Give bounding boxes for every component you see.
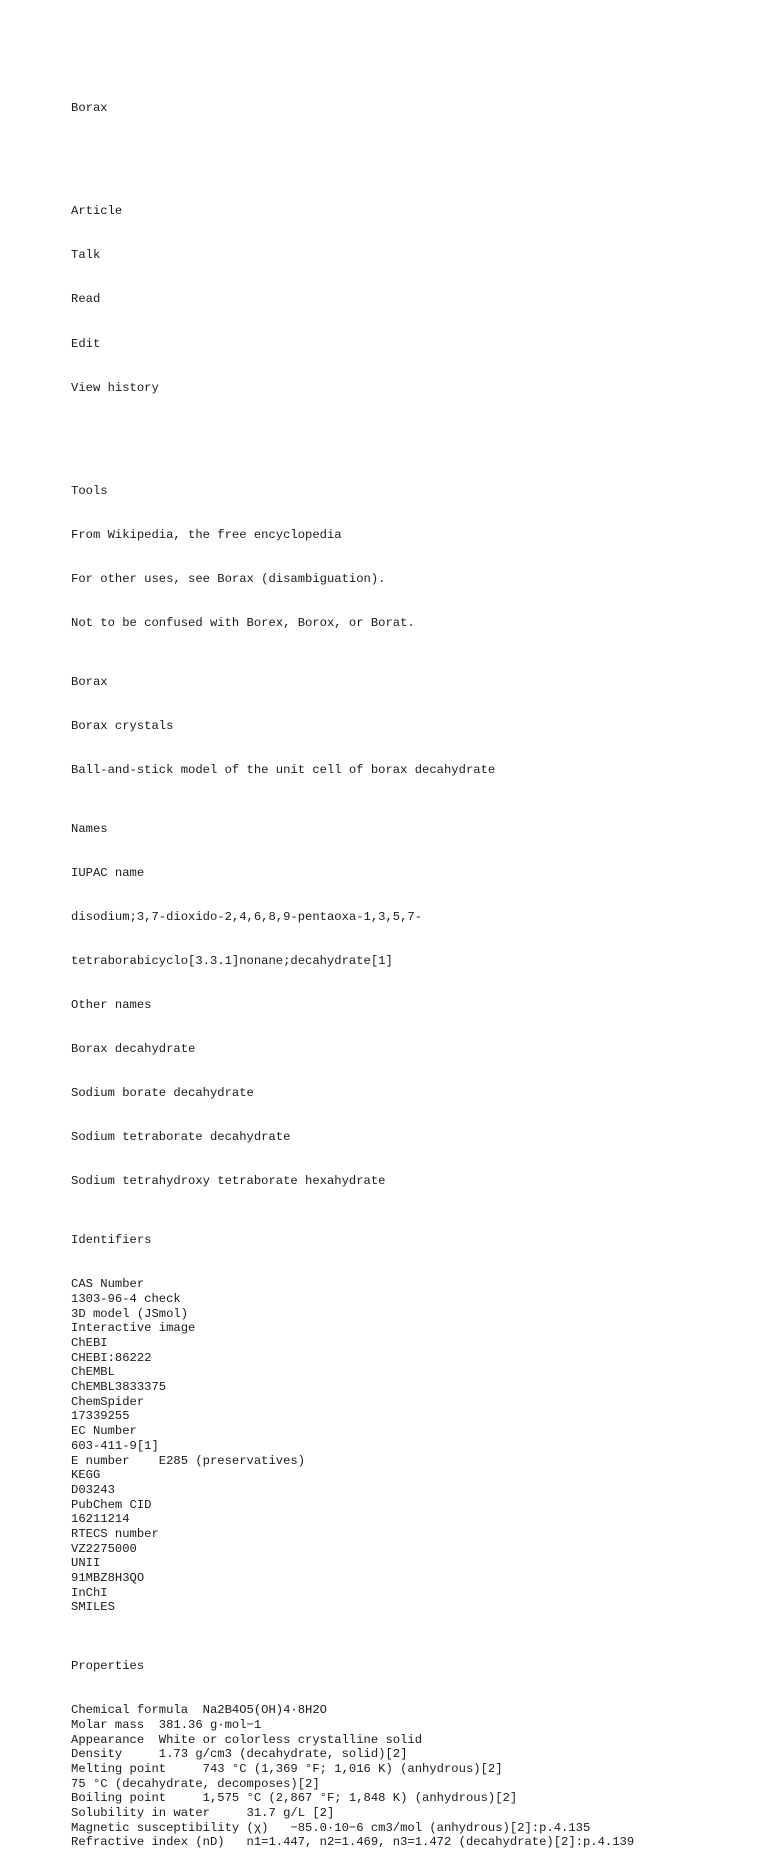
identifier-line: 91MBZ8H3QO <box>71 1571 145 1586</box>
property-line: Solubility in water 31.7 g/L [2] <box>71 1806 335 1821</box>
tools-menu[interactable]: Tools <box>71 483 108 498</box>
action-view-history[interactable]: View history <box>71 380 159 395</box>
identifier-line: 17339255 <box>71 1409 130 1424</box>
tab-talk[interactable]: Talk <box>71 248 101 263</box>
identifier-line: 16211214 <box>71 1512 130 1527</box>
image-caption: Borax crystals <box>71 718 174 733</box>
identifier-line: 603-411-9[1] <box>71 1438 159 1453</box>
other-names-label: Other names <box>71 998 152 1012</box>
identifier-line: 1303-96-4 check <box>71 1291 181 1306</box>
identifier-line: Interactive image <box>71 1321 196 1336</box>
other-name: Sodium borate decahydrate <box>71 1086 254 1101</box>
identifier-line: KEGG <box>71 1468 101 1483</box>
action-read[interactable]: Read <box>71 292 101 307</box>
spacer <box>71 146 761 161</box>
property-line: Melting point 743 °C (1,369 °F; 1,016 K) (anhydrous)[2] <box>71 1762 503 1777</box>
tab-article[interactable]: Article <box>71 204 123 219</box>
property-line: Refractive index (nD) n1=1.447, n2=1.469, n3=1.472 (decahydrate)[2]:p.4.139 <box>71 1835 635 1850</box>
property-line: Magnetic susceptibility (χ) −85.0·10−6 cm3/mol (anhydrous)[2]:p.4.135 <box>71 1820 591 1835</box>
identifier-line: CHEBI:86222 <box>71 1350 152 1365</box>
identifier-line: 3D model (JSmol) <box>71 1306 189 1321</box>
property-line: Appearance White or colorless crystalline solid <box>71 1732 423 1747</box>
identifier-line: RTECS number <box>71 1526 159 1541</box>
identifier-line: D03243 <box>71 1482 115 1497</box>
identifier-line: InChI <box>71 1585 108 1600</box>
other-name: Sodium tetraborate decahydrate <box>71 1130 291 1145</box>
infobox-title: Borax <box>71 674 108 689</box>
spacer <box>71 425 761 440</box>
other-name: Sodium tetrahydroxy tetraborate hexahydrate <box>71 1174 386 1189</box>
identifiers-heading: Identifiers <box>71 1233 152 1248</box>
properties-list <box>71 1703 761 1850</box>
property-line: Boiling point 1,575 °C (2,867 °F; 1,848 K) (anhydrous)[2] <box>71 1791 518 1806</box>
property-line: Molar mass 381.36 g·mol−1 <box>71 1717 262 1732</box>
iupac-value: disodium;3,7-dioxido-2,4,6,8,9-pentaoxa-1,3,5,7- <box>71 909 423 924</box>
identifier-line: ChEBI <box>71 1336 108 1351</box>
identifier-line: ChEMBL <box>71 1365 115 1380</box>
identifier-line: CAS Number <box>71 1277 145 1292</box>
property-line: Chemical formula Na2B4O5(OH)4·8H2O <box>71 1703 327 1718</box>
identifier-line: EC Number <box>71 1424 137 1439</box>
page-title: Borax <box>71 101 108 116</box>
identifier-line: VZ2275000 <box>71 1541 137 1556</box>
property-line: 75 °C (decahydrate, decomposes)[2] <box>71 1776 320 1791</box>
iupac-value: tetraborabicyclo[3.3.1]nonane;decahydrate[1] <box>71 953 393 968</box>
hatnote-confusion: Not to be confused with Borex, Borox, or Borat. <box>71 615 415 630</box>
image-caption: Ball-and-stick model of the unit cell of borax decahydrate <box>71 762 496 777</box>
tagline: From Wikipedia, the free encyclopedia <box>71 527 342 542</box>
identifier-line: ChEMBL3833375 <box>71 1380 167 1395</box>
other-name: Borax decahydrate <box>71 1042 196 1057</box>
identifier-line: ChemSpider <box>71 1394 145 1409</box>
action-edit[interactable]: Edit <box>71 336 101 351</box>
identifier-line: PubChem CID <box>71 1497 152 1512</box>
iupac-label: IUPAC name <box>71 865 145 880</box>
article-text <box>71 72 761 1865</box>
property-line: Density 1.73 g/cm3 (decahydrate, solid)[2] <box>71 1747 408 1762</box>
identifier-line: UNII <box>71 1556 101 1571</box>
identifier-line: E number E285 (preservatives) <box>71 1453 306 1468</box>
identifiers-list <box>71 1277 761 1615</box>
hatnote-disambiguation: For other uses, see Borax (disambiguation). <box>71 571 386 586</box>
names-heading: Names <box>71 821 108 836</box>
identifier-line: SMILES <box>71 1600 115 1615</box>
properties-heading: Properties <box>71 1659 145 1674</box>
